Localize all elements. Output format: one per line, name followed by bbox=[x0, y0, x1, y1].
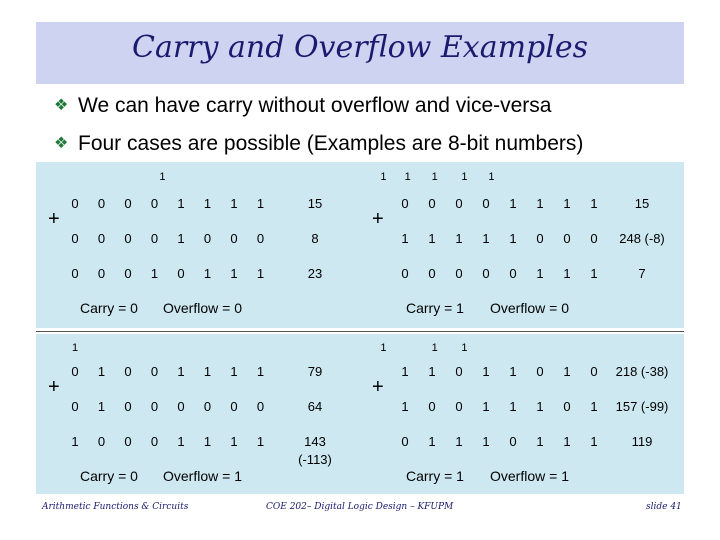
bit-cell: 1 bbox=[536, 399, 544, 414]
plus-sign: + bbox=[372, 208, 384, 230]
bit-cell: 0 bbox=[97, 266, 106, 281]
bit-cell: 1 bbox=[428, 434, 436, 449]
overflow-label: Overflow = 0 bbox=[163, 300, 242, 316]
footer-center: COE 202– Digital Logic Design – KFUPM bbox=[266, 502, 454, 512]
bit-cell: 1 bbox=[482, 399, 490, 414]
overflow-label: Overflow = 1 bbox=[163, 468, 242, 484]
bit-cell: 1 bbox=[509, 364, 517, 379]
bit-cell: 0 bbox=[230, 399, 238, 414]
result-value: 79 bbox=[307, 364, 323, 379]
bit-cell: 0 bbox=[150, 196, 159, 211]
result-value: 7 bbox=[638, 266, 646, 281]
bit-cell: 1 bbox=[203, 434, 212, 449]
bit-cell: 1 bbox=[509, 231, 517, 246]
carry-bit: 1 bbox=[159, 171, 166, 183]
carry-bit: 1 bbox=[461, 171, 468, 183]
bit-cell: 0 bbox=[455, 196, 463, 211]
bit-cell: 0 bbox=[150, 364, 159, 379]
plus-sign: + bbox=[372, 376, 384, 398]
overflow-label: Overflow = 1 bbox=[490, 468, 569, 484]
bit-cell: 0 bbox=[401, 434, 409, 449]
bit-cell: 0 bbox=[563, 399, 571, 414]
bit-cell: 0 bbox=[590, 364, 598, 379]
bit-cell: 0 bbox=[124, 434, 132, 449]
bit-cell: 0 bbox=[482, 196, 490, 211]
bit-cell: 0 bbox=[482, 266, 490, 281]
bit-cell: 1 bbox=[97, 399, 106, 414]
bit-cell: 0 bbox=[124, 364, 132, 379]
bit-cell: 0 bbox=[428, 399, 436, 414]
bit-cell: 0 bbox=[124, 231, 132, 246]
separator-line bbox=[36, 331, 684, 332]
result-value: 218 (-38) bbox=[615, 364, 669, 379]
carry-bit: 1 bbox=[431, 342, 438, 354]
carry-label: Carry = 1 bbox=[406, 300, 464, 316]
bit-cell: 0 bbox=[536, 231, 544, 246]
bit-cell: 0 bbox=[509, 266, 517, 281]
bit-cell: 0 bbox=[455, 266, 463, 281]
carry-bit: 1 bbox=[461, 342, 468, 354]
carry-bit: 1 bbox=[431, 171, 438, 183]
bit-cell: 0 bbox=[428, 196, 436, 211]
result-value: 8 bbox=[311, 231, 319, 246]
bit-cell: 1 bbox=[563, 364, 571, 379]
result-value: 23 bbox=[307, 266, 323, 281]
bit-cell: 0 bbox=[71, 364, 79, 379]
bullet-diamond-icon: ❖ bbox=[54, 135, 69, 152]
bit-cell: 0 bbox=[428, 266, 436, 281]
footer-right: slide 41 bbox=[646, 502, 682, 512]
bit-cell: 0 bbox=[71, 196, 79, 211]
bit-cell: 1 bbox=[536, 434, 544, 449]
result-value: 64 bbox=[307, 399, 323, 414]
bit-cell: 1 bbox=[177, 231, 185, 246]
bit-cell: 0 bbox=[150, 434, 159, 449]
bit-cell: 0 bbox=[401, 196, 409, 211]
bit-cell: 1 bbox=[536, 196, 544, 211]
plus-sign: + bbox=[48, 208, 60, 230]
bit-cell: 1 bbox=[563, 434, 571, 449]
bit-cell: 0 bbox=[256, 231, 265, 246]
bit-cell: 1 bbox=[590, 196, 598, 211]
bit-cell: 0 bbox=[401, 266, 409, 281]
bit-cell: 1 bbox=[401, 231, 409, 246]
bit-cell: 1 bbox=[230, 434, 238, 449]
bit-cell: 0 bbox=[124, 399, 132, 414]
footer-left: Arithmetic Functions & Circuits bbox=[42, 502, 189, 512]
bit-cell: 0 bbox=[563, 231, 571, 246]
carry-label: Carry = 1 bbox=[406, 468, 464, 484]
bit-cell: 1 bbox=[563, 266, 571, 281]
bit-cell: 0 bbox=[71, 266, 79, 281]
bit-cell: 0 bbox=[203, 399, 212, 414]
bit-cell: 1 bbox=[203, 364, 212, 379]
carry-label: Carry = 0 bbox=[80, 468, 138, 484]
bit-cell: 1 bbox=[230, 266, 238, 281]
result-value: 143 bbox=[304, 434, 326, 449]
bit-cell: 1 bbox=[536, 266, 544, 281]
bit-cell: 1 bbox=[509, 399, 517, 414]
bit-cell: 0 bbox=[455, 399, 463, 414]
bit-cell: 0 bbox=[124, 196, 132, 211]
bit-cell: 1 bbox=[256, 266, 265, 281]
carry-bit: 1 bbox=[380, 171, 387, 183]
bit-cell: 1 bbox=[203, 266, 212, 281]
bit-cell: 0 bbox=[97, 231, 106, 246]
plus-sign: + bbox=[48, 376, 60, 398]
bit-cell: 0 bbox=[71, 231, 79, 246]
bit-cell: 1 bbox=[482, 364, 490, 379]
bit-cell: 1 bbox=[401, 399, 409, 414]
bit-cell: 1 bbox=[177, 364, 185, 379]
bit-cell: 0 bbox=[150, 399, 159, 414]
bullet-1 bbox=[54, 94, 551, 118]
bit-cell: 0 bbox=[124, 266, 132, 281]
bit-cell: 0 bbox=[230, 231, 238, 246]
bit-cell: 1 bbox=[230, 196, 238, 211]
bit-cell: 0 bbox=[256, 399, 265, 414]
bit-cell: 1 bbox=[177, 434, 185, 449]
bit-cell: 1 bbox=[203, 196, 212, 211]
bit-cell: 1 bbox=[428, 231, 436, 246]
result-value: 15 bbox=[634, 196, 650, 211]
carry-bit: 1 bbox=[404, 171, 411, 183]
slide-title: Carry and Overflow Examples bbox=[132, 30, 588, 65]
bit-cell: 1 bbox=[256, 364, 265, 379]
bullet-1-text: We can have carry without overflow and vice-versa bbox=[78, 94, 552, 117]
bit-cell: 1 bbox=[150, 266, 159, 281]
bit-cell: 1 bbox=[256, 196, 265, 211]
bit-cell: 1 bbox=[97, 364, 106, 379]
bit-cell: 0 bbox=[455, 364, 463, 379]
result-value: 119 bbox=[631, 434, 653, 449]
bit-cell: 1 bbox=[455, 231, 463, 246]
bit-cell: 1 bbox=[455, 434, 463, 449]
bit-cell: 1 bbox=[71, 434, 79, 449]
bit-cell: 0 bbox=[97, 434, 106, 449]
carry-bit: 1 bbox=[488, 171, 495, 183]
bullet-2-text: Four cases are possible (Examples are 8-bit numbers) bbox=[78, 132, 584, 155]
bullet-2 bbox=[54, 132, 583, 156]
bit-cell: 1 bbox=[590, 266, 598, 281]
result-value: 157 (-99) bbox=[615, 399, 669, 414]
bit-cell: 0 bbox=[536, 364, 544, 379]
bit-cell: 1 bbox=[177, 196, 185, 211]
bit-cell: 0 bbox=[177, 266, 185, 281]
bit-cell: 1 bbox=[590, 434, 598, 449]
bit-cell: 0 bbox=[509, 434, 517, 449]
result-value: 15 bbox=[307, 196, 323, 211]
carry-bit: 1 bbox=[71, 342, 79, 354]
carry-label: Carry = 0 bbox=[80, 300, 138, 316]
bullet-diamond-icon: ❖ bbox=[54, 97, 69, 114]
bit-cell: 1 bbox=[401, 364, 409, 379]
bit-cell: 0 bbox=[97, 196, 106, 211]
bit-cell: 1 bbox=[590, 399, 598, 414]
bit-cell: 1 bbox=[509, 196, 517, 211]
carry-bit: 1 bbox=[380, 342, 387, 354]
bit-cell: 0 bbox=[590, 231, 598, 246]
bit-cell: 1 bbox=[256, 434, 265, 449]
bit-cell: 0 bbox=[150, 231, 159, 246]
title-box bbox=[36, 22, 684, 84]
bit-cell: 1 bbox=[482, 434, 490, 449]
bit-cell: 0 bbox=[203, 231, 212, 246]
bit-cell: 1 bbox=[482, 231, 490, 246]
bit-cell: 0 bbox=[71, 399, 79, 414]
result-value: (-113) bbox=[298, 452, 332, 467]
bit-cell: 1 bbox=[230, 364, 238, 379]
bit-cell: 1 bbox=[428, 364, 436, 379]
bit-cell: 0 bbox=[177, 399, 185, 414]
result-value: 248 (-8) bbox=[619, 231, 665, 246]
bit-cell: 1 bbox=[563, 196, 571, 211]
overflow-label: Overflow = 0 bbox=[490, 300, 569, 316]
